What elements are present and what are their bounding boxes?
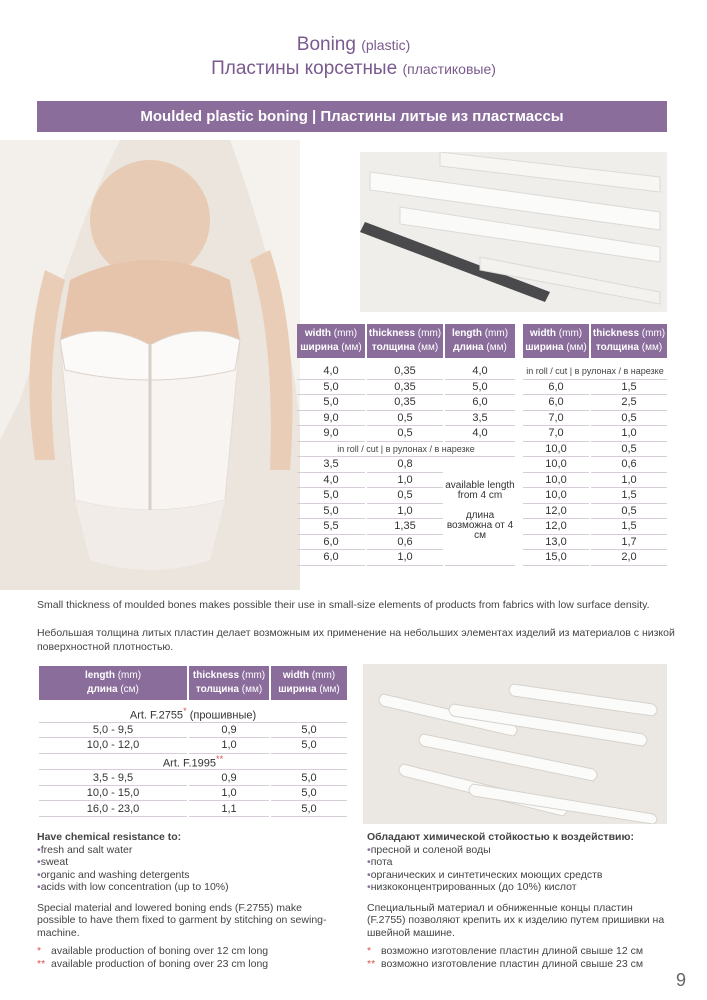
table-row: 3,5 - 9,5 0,9 5,0 (39, 770, 347, 786)
properties-ru (367, 831, 667, 970)
table-row: 10,0 0,5 (523, 442, 667, 458)
title-en: Boning (296, 34, 356, 55)
title-en-sub: (plastic) (361, 37, 411, 53)
footnote-2-ru: ** возможно изготовление пластин длиной свыше 23 см (367, 957, 644, 970)
list-item: • sweat (37, 856, 337, 869)
section-banner: Moulded plastic boning | Пластины литые из пластмассы (37, 101, 667, 132)
section-label-row: in roll / cut | в рулонах / в нарезке (523, 364, 667, 380)
list-item: • пота (367, 856, 667, 869)
article-row: Art. F.1995** (39, 754, 347, 771)
footnote-2-en: ** available production of boning over 23 cm long (37, 957, 269, 970)
list-item: • пресной и соленой воды (367, 844, 667, 857)
table-row: 4,0 0,35 4,0 (297, 364, 515, 380)
table-row: 6,0 0,6 (297, 535, 515, 551)
table-row: 7,0 1,0 (523, 426, 667, 442)
list-item: • acids with low concentration (up to 10%) (37, 881, 337, 894)
stitching-note-ru: Специальный материал и обниженные концы пластин (F.2755) позволяют крепить их к изделию путем пришивки на швейной машине. (367, 901, 665, 939)
table-row: 9,0 0,5 3,5 (297, 411, 515, 427)
boning-table-1 (295, 324, 517, 566)
col-header-width: width (mm) ширина (мм) (271, 666, 347, 700)
col-header-length: length (mm) длина (мм) (445, 324, 515, 358)
table-row: 6,0 2,5 (523, 395, 667, 411)
table-row: 9,0 0,5 4,0 (297, 426, 515, 442)
table-row: 12,0 0,5 (523, 504, 667, 520)
boning-table-3 (37, 666, 349, 817)
boning-table-2 (521, 324, 669, 566)
table-row: 10,0 0,6 (523, 457, 667, 473)
page-title (0, 34, 707, 56)
page-subtitle (0, 58, 707, 80)
table-row: 3,5 0,8 available length from 4 cm длина возможна от 4 см (297, 457, 515, 473)
col-header-thickness: thickness (mm) толщина (мм) (367, 324, 443, 358)
description-ru: Небольшая толщина литых пластин делает возможным их применение на небольших элементах изделий из материалов с низкой поверхностной плотностью. (37, 627, 675, 653)
table-row: 5,0 - 9,5 0,9 5,0 (39, 723, 347, 739)
list-item: • organic and washing detergents (37, 869, 337, 882)
col-header-width: width (mm) ширина (мм) (523, 324, 589, 358)
stitching-note-en: Special material and lowered boning ends (F.2755) make possible to have them fixed to garment by stitching on sewing-machine. (37, 901, 327, 939)
availability-note: available length from 4 cm длина возможна от 4 см (445, 457, 515, 566)
title-ru-sub: (пластиковые) (402, 61, 496, 77)
table-row: 13,0 1,7 (523, 535, 667, 551)
section-label-row: in roll / cut | в рулонах / в нарезке (297, 442, 515, 458)
properties-heading-ru: Обладают химической стойкостью к воздействию: (367, 831, 634, 843)
table-row: 5,0 0,35 6,0 (297, 395, 515, 411)
table-row: 10,0 1,5 (523, 488, 667, 504)
col-header-thickness: thickness (mm) толщина (мм) (189, 666, 269, 700)
boning-pieces-photo (363, 664, 667, 824)
table-row: 6,0 1,0 (297, 550, 515, 566)
table-row: 10,0 1,0 (523, 473, 667, 489)
table-row: 5,5 1,35 (297, 519, 515, 535)
table-row: 16,0 - 23,0 1,1 5,0 (39, 801, 347, 817)
table-row: 4,0 1,0 (297, 473, 515, 489)
table-row: 5,0 0,35 5,0 (297, 380, 515, 396)
table-row: 5,0 1,0 (297, 504, 515, 520)
list-item: • низкоконцентрированных (до 10%) кислот (367, 881, 667, 894)
footnote-1-en: * available production of boning over 12 cm long (37, 945, 269, 957)
list-item: • fresh and salt water (37, 844, 337, 857)
col-header-width: width (mm) ширина (мм) (297, 324, 365, 358)
properties-en (37, 831, 337, 970)
table-row: 15,0 2,0 (523, 550, 667, 566)
description-en: Small thickness of moulded bones makes possible their use in small-size elements of products from fabrics with low surface density. (37, 599, 650, 611)
properties-heading-en: Have chemical resistance to: (37, 831, 182, 843)
title-ru: Пластины корсетные (211, 58, 398, 79)
table-row: 12,0 1,5 (523, 519, 667, 535)
list-item: • органических и синтетических моющих средств (367, 869, 667, 882)
col-header-length: length (mm) длина (см) (39, 666, 187, 700)
table-row: 10,0 - 12,0 1,0 5,0 (39, 738, 347, 754)
table-row: 7,0 0,5 (523, 411, 667, 427)
table-row: 6,0 1,5 (523, 380, 667, 396)
boning-strips-photo (360, 152, 667, 312)
footnote-1-ru: * возможно изготовление пластин длиной свыше 12 см (367, 945, 644, 957)
model-photo (0, 140, 300, 590)
col-header-thickness: thickness (mm) толщина (мм) (591, 324, 667, 358)
table-row: 5,0 0,5 (297, 488, 515, 504)
article-row: Art. F.2755* (прошивные) (39, 706, 347, 723)
table-row: 10,0 - 15,0 1,0 5,0 (39, 786, 347, 802)
page-number: 9 (676, 970, 687, 990)
